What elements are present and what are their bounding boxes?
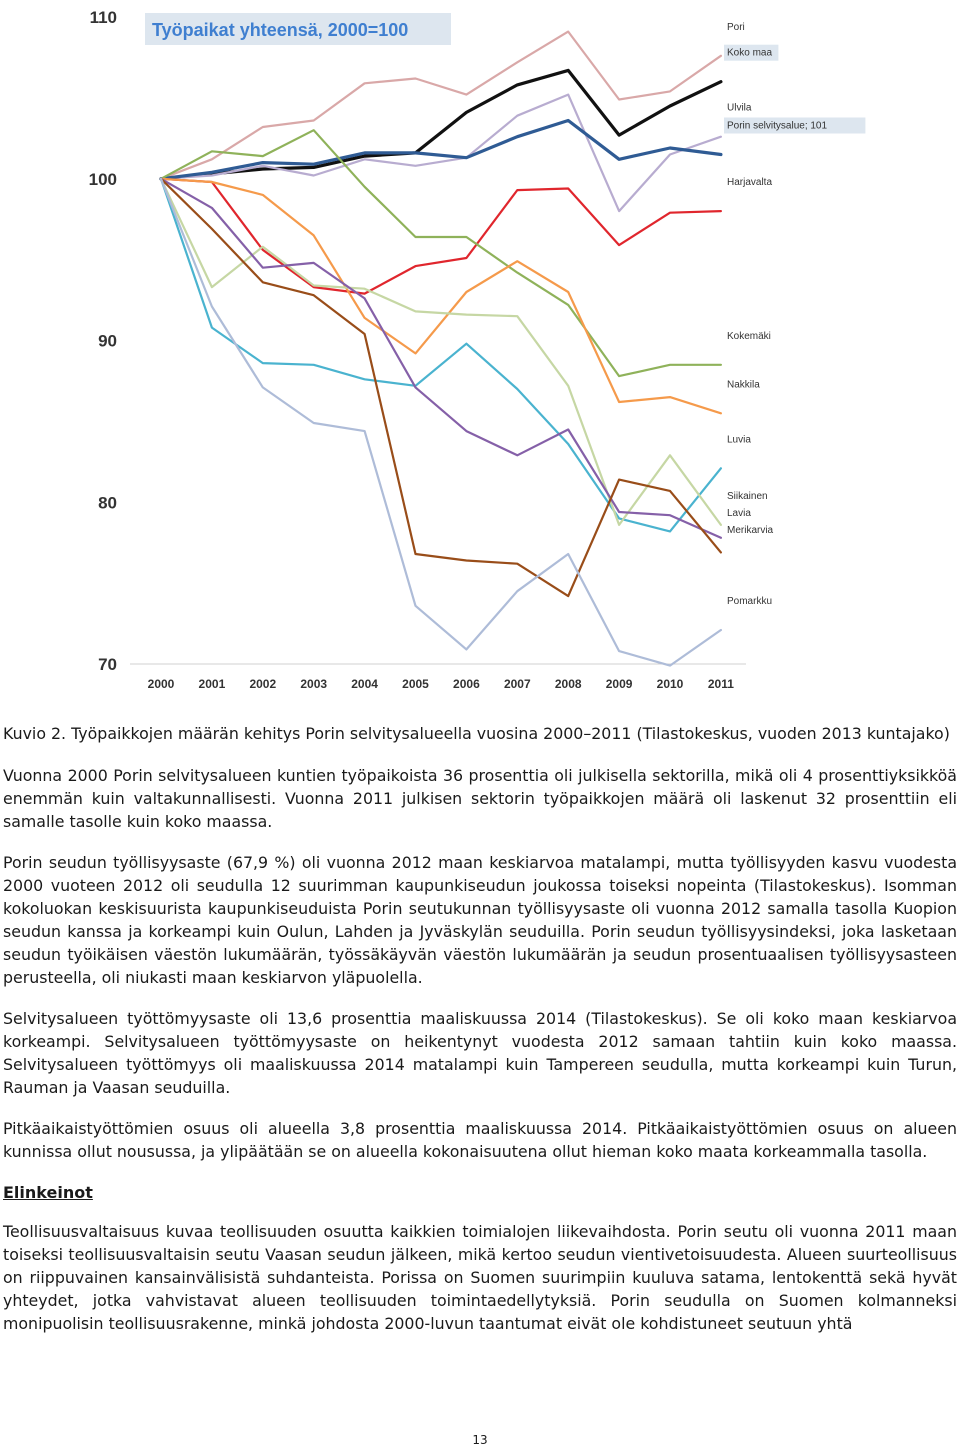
- y-tick-label: 110: [89, 8, 117, 27]
- x-tick-label: 2009: [605, 677, 633, 691]
- y-tick-label: 100: [88, 169, 117, 189]
- chart-title: Työpaikat yhteensä, 2000=100: [152, 20, 409, 40]
- document-text: [3, 722, 957, 1353]
- series-label: Nakkila: [727, 379, 760, 391]
- series-labels: [724, 22, 865, 607]
- x-tick-labels: [148, 677, 735, 691]
- x-tick-label: 2008: [554, 677, 582, 691]
- x-tick-label: 2011: [707, 677, 734, 691]
- series-label: Ulvila: [727, 102, 752, 114]
- paragraph-industry: Teollisuusvaltaisuus kuvaa teollisuuden osuutta kaikkien toimialojen liikevaihdosta. Porin seutu oli vuonna 2011 maan toiseksi teollisuusvaltaisin seutu Vaasan seudun jälkeen, mikä kertoo seudun vientivetoisuudesta. Alueen suurteollisuus on riippuvainen kansainvälisistä suhdanteista. Porissa on Suomen suurimpiin kuuluva satama, lentokenttä sekä hyvät yhteydet, jotka vahvistavat alueen teollisuuden toimintaedellytyksiä. Porin seudulla on Suomen kolmanneksi monipuolisin teollisuusrakenne, minkä johdosta 2000-luvun taantumat eivät ole kohdistuneet seutuun yhtä: [3, 1222, 957, 1333]
- y-tick-label: 80: [98, 493, 117, 513]
- series-label: Kokemäki: [727, 330, 771, 342]
- paragraph-public-sector: Vuonna 2000 Porin selvitysalueen kuntien työpaikoista 36 prosenttia oli julkisella sektorilla, mikä oli 4 prosenttiyksikköä enemmän kuin valtakunnallisesti. Vuonna 2011 julkisen sektorin työpaikkojen määrä oli laskenut 32 prosenttiin eli samalle tasolle kuin koko maassa.: [3, 766, 957, 831]
- x-tick-label: 2005: [402, 677, 429, 691]
- y-tick-label: 90: [98, 331, 117, 351]
- x-tick-label: 2001: [198, 677, 226, 691]
- x-tick-label: 2004: [351, 677, 378, 691]
- series-label: Siikainen: [727, 490, 768, 502]
- series-lines: [161, 32, 721, 666]
- series-label: Pomarkku: [727, 596, 773, 608]
- x-tick-label: 2010: [656, 677, 684, 691]
- x-tick-label: 2007: [503, 677, 531, 691]
- x-tick-label: 2000: [147, 677, 175, 691]
- series-line: [161, 179, 721, 666]
- series-label: Pori: [727, 21, 745, 33]
- chart-svg: [0, 0, 960, 700]
- series-label: Luvia: [727, 434, 751, 446]
- employment-index-chart: [0, 0, 960, 700]
- series-label: Porin selvitysalue; 101: [727, 120, 828, 132]
- x-tick-label: 2003: [300, 677, 328, 691]
- x-tick-label: 2006: [453, 677, 480, 691]
- y-tick-labels: [89, 8, 117, 674]
- series-line: [161, 179, 721, 413]
- section-heading: Elinkeinot: [3, 1183, 93, 1202]
- series-label: Lavia: [727, 507, 751, 519]
- figure-caption: Kuvio 2. Työpaikkojen määrän kehitys Porin selvitysalueella vuosina 2000–2011 (Tilastokeskus, vuoden 2013 kuntajako): [3, 724, 950, 743]
- series-label: Merikarvia: [727, 524, 774, 536]
- paragraph-employment-rate: Porin seudun työllisyysaste (67,9 %) oli vuonna 2012 maan keskiarvoa matalampi, mutta työllisyyden kasvu vuodesta 2000 vuoteen 2012 oli seudulla 12 suurimman kaupunkiseudun joukossa toiseksi nopeinta (Tilastokeskus). Isomman kokoluokan keskisuurista kaupunkiseuduista Porin seutukunnan työllisyysaste oli vuonna 2012 samalla tasolla Kuopion seudun kanssa ja korkeampi kuin Oulun, Lahden ja Jyväskylän seuduilla. Porin seudun työllisyysindeksi, joka lasketaan seudun työikäisen väestön lukumäärän, työssäkäyvän väestön lukumäärän ja seudun prosentuaalisen työllisyysasteen perusteella, oli niukasti maan keskiarvon yläpuolella.: [3, 853, 957, 987]
- series-label: Harjavalta: [727, 177, 773, 189]
- chart-title-box: [145, 13, 451, 45]
- series-line: [161, 95, 721, 212]
- series-line: [161, 179, 721, 532]
- page-number: 13: [472, 1433, 488, 1447]
- paragraph-long-term-unemployed: Pitkäaikaistyöttömien osuus oli alueella 3,8 prosenttia maaliskuussa 2014. Pitkäaikaistyöttömien osuus on alueen kunnissa ollut nousussa, ja ylipäätään se on alueella kokonaisuutena ollut hieman koko maata korkeammalla tasolla.: [3, 1119, 957, 1161]
- series-label: Koko maa: [727, 47, 773, 59]
- paragraph-unemployment: Selvitysalueen työttömyysaste oli 13,6 prosenttia maaliskuussa 2014 (Tilastokeskus). Se oli koko maan keskiarvoa korkeampi. Selvitysalueen työttömyysaste on heikentynyt vuodesta 2012 samaan tahtiin kuin koko maassa. Selvitysalueen työttömyys oli maaliskuussa 2014 matalampi kuin Tampereen seudulla, mutta korkeampi kuin Turun, Rauman ja Vaasan seuduilla.: [3, 1009, 957, 1097]
- series-line: [161, 179, 721, 596]
- x-tick-label: 2002: [249, 677, 277, 691]
- y-tick-label: 70: [98, 655, 117, 674]
